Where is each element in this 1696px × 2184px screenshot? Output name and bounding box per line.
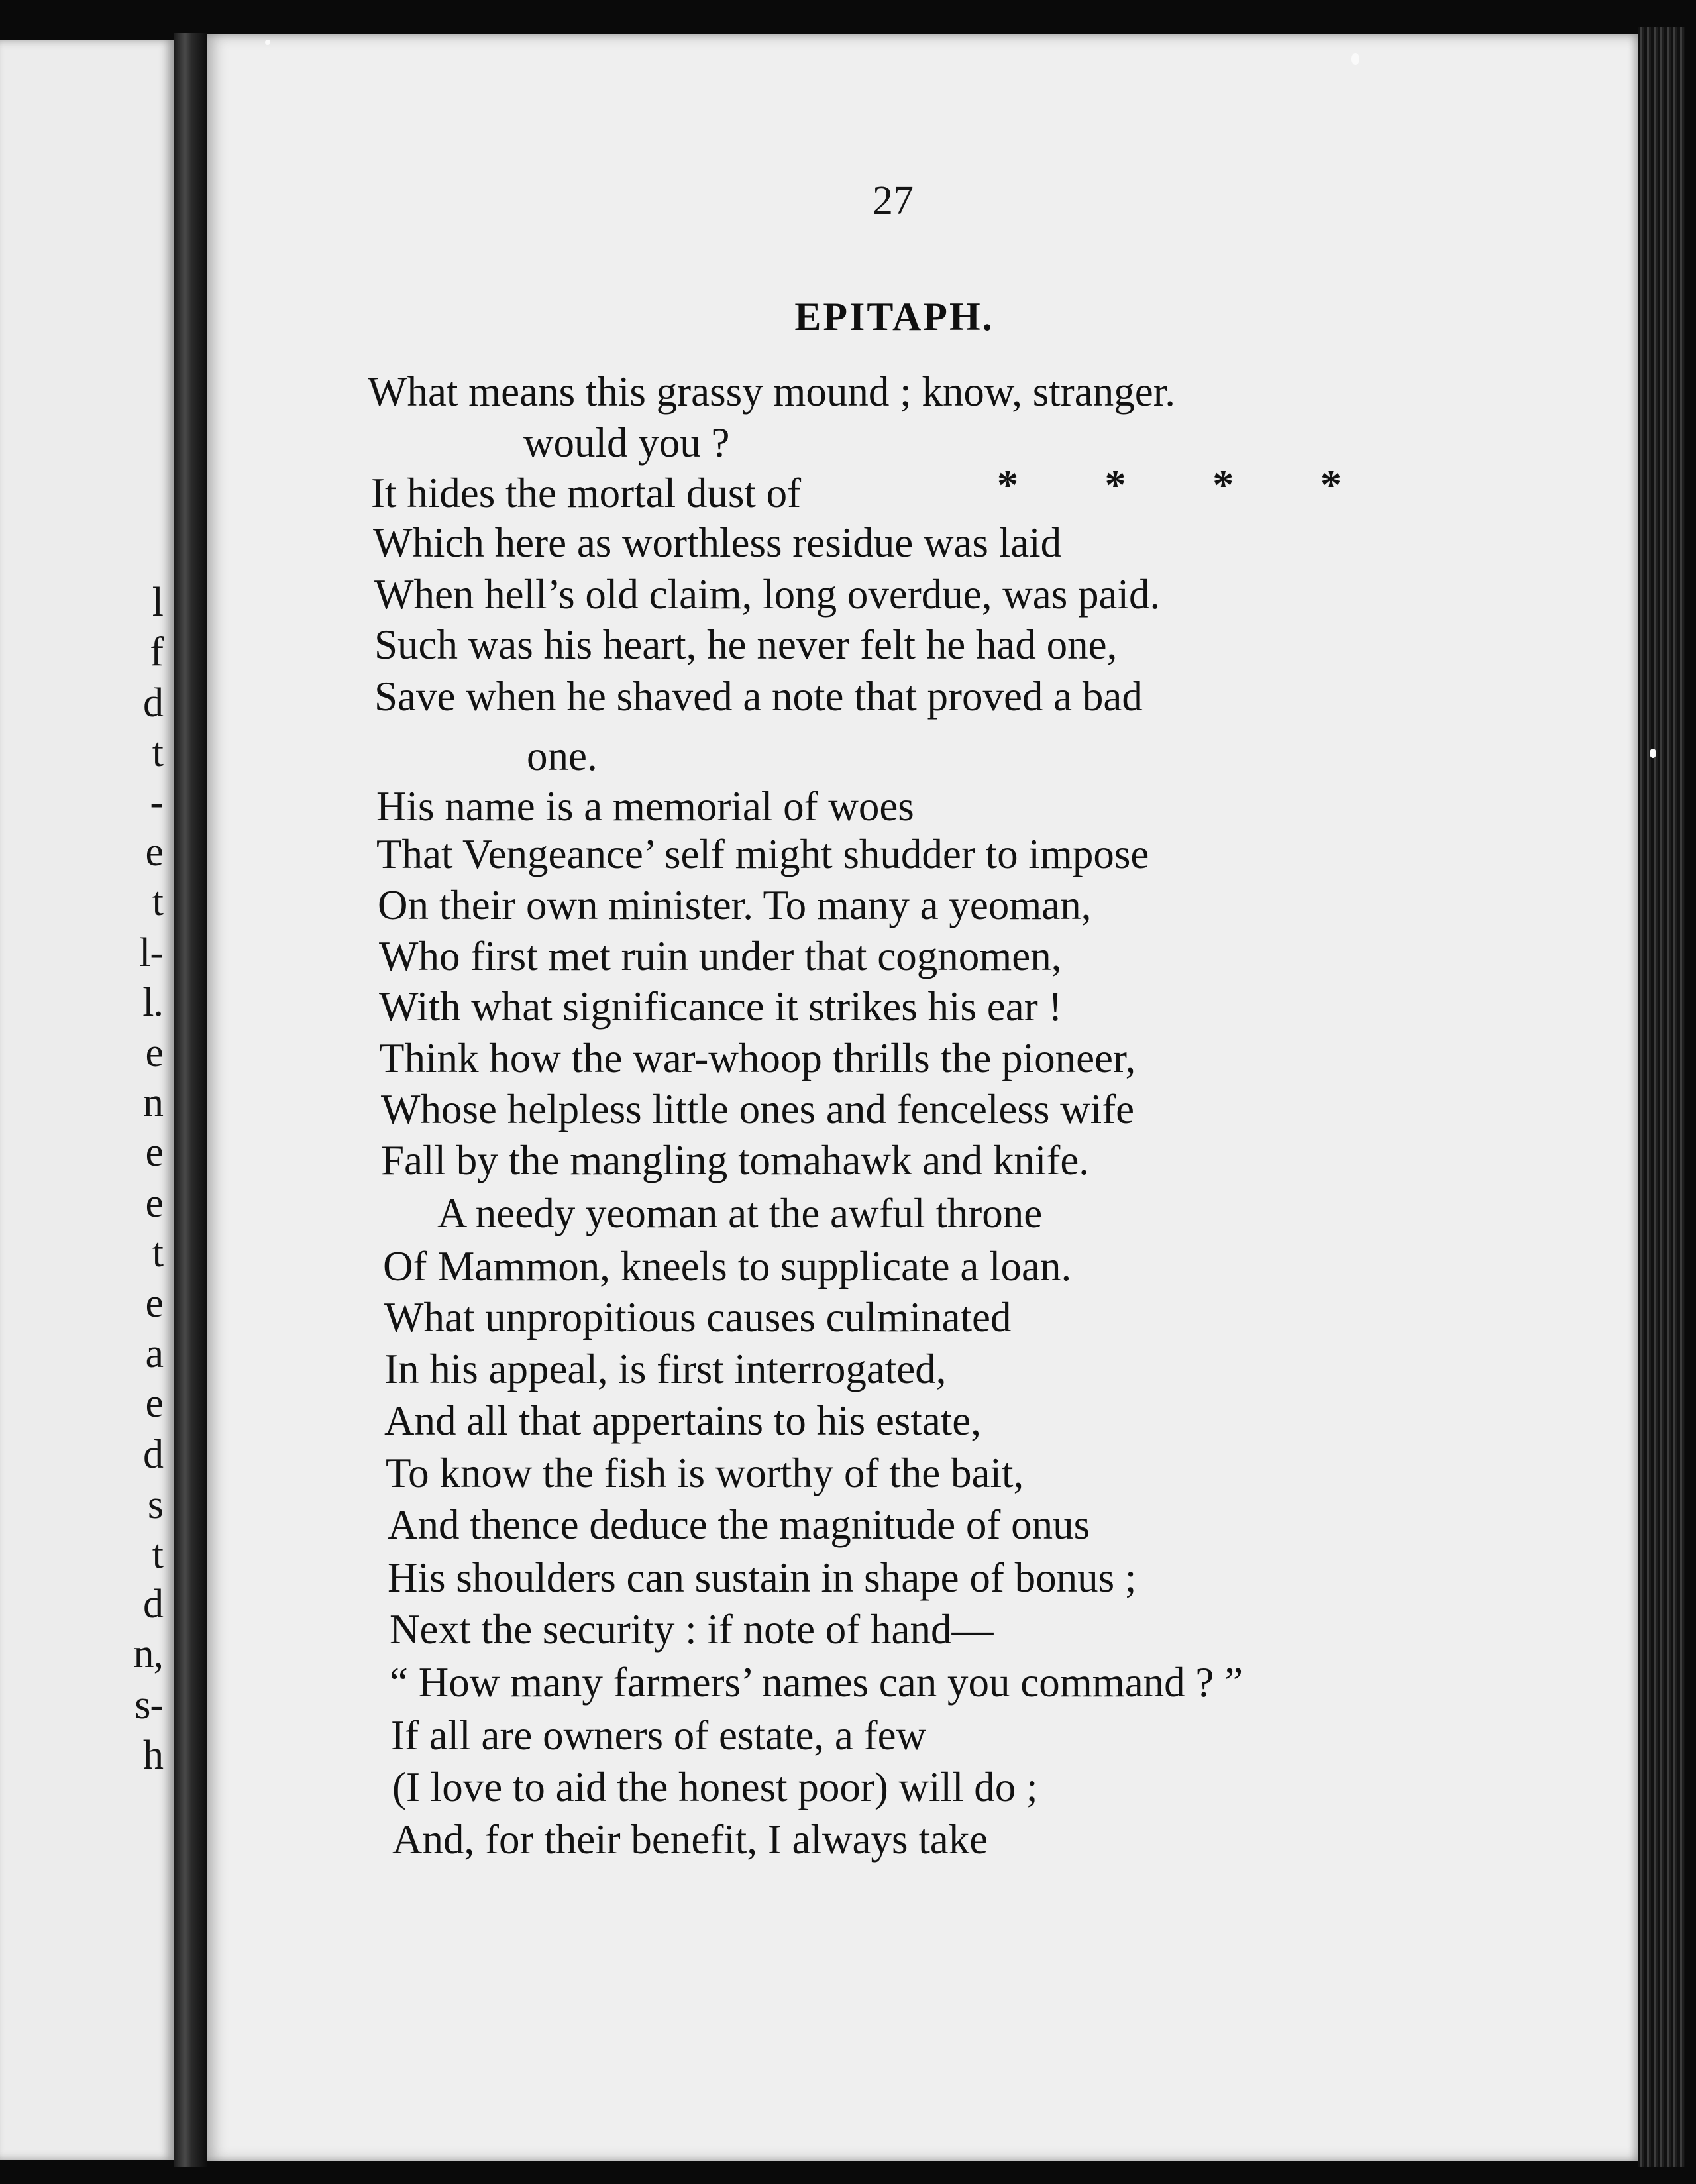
left-page-fragment: l	[152, 580, 163, 625]
left-page-fragment: h	[143, 1733, 163, 1778]
left-page-fragment: a	[145, 1331, 163, 1376]
poem-line: To know the fish is worthy of the bait,	[386, 1450, 1024, 1496]
poem-line: And all that appertains to his estate,	[384, 1397, 982, 1444]
left-page-fragment: d	[143, 1432, 163, 1477]
poem-line: (I love to aid the honest poor) will do ;	[392, 1764, 1038, 1810]
poem-line: And, for their benefit, I always take	[392, 1816, 988, 1863]
left-page-fragment: n,	[133, 1631, 163, 1676]
previous-page-edge	[0, 40, 174, 2160]
asterisk: *	[1104, 461, 1126, 508]
asterisk: *	[1320, 461, 1342, 508]
poem-line: Fall by the mangling tomahawk and knife.	[381, 1137, 1090, 1183]
poem-line: one.	[527, 733, 598, 779]
poem-line: Of Mammon, kneels to supplicate a loan.	[383, 1243, 1072, 1289]
left-page-fragment: t	[152, 879, 163, 924]
left-page-fragment: s-	[134, 1682, 163, 1727]
left-page-fragment: d	[143, 681, 163, 726]
left-page-fragment: l-	[139, 930, 163, 975]
left-page-fragment: d	[143, 1582, 163, 1627]
left-page-fragment: e	[145, 1030, 163, 1075]
poem-line: His name is a memorial of woes	[376, 783, 914, 830]
left-page-fragment: e	[145, 830, 163, 875]
left-page-fragment: t	[152, 1230, 163, 1276]
scan-speck	[265, 40, 270, 45]
poem-line: In his appeal, is first interrogated,	[384, 1346, 947, 1392]
asterisk: *	[997, 461, 1018, 508]
left-page-fragment: s	[147, 1482, 163, 1527]
left-page-fragment: e	[145, 1281, 163, 1326]
scan-speck	[1352, 53, 1359, 65]
left-page-fragment: l.	[142, 980, 163, 1025]
left-page-fragment: e	[145, 1381, 163, 1426]
poem-line: With what significance it strikes his ear !	[379, 983, 1063, 1030]
asterisk: *	[1212, 461, 1234, 508]
poem-line: “ How many farmers’ names can you command ? ”	[390, 1659, 1244, 1706]
left-page-fragment: -	[150, 780, 163, 825]
poem-line: That Vengeance’ self might shudder to impose	[376, 831, 1149, 877]
scan-speck	[1650, 749, 1656, 758]
page-stack-edges	[1638, 27, 1685, 2167]
poem-line: Save when he shaved a note that proved a bad	[374, 673, 1143, 720]
poem-line: What unpropitious causes culminated	[384, 1294, 1012, 1340]
poem-line: On their own minister. To many a yeoman,	[378, 882, 1092, 928]
left-page-fragment: t	[152, 1532, 163, 1577]
poem-line: His shoulders can sustain in shape of bonus ;	[388, 1555, 1137, 1601]
left-page-fragment: n	[143, 1080, 163, 1125]
censored-name-asterisks	[997, 461, 1342, 508]
left-page-fragment: t	[152, 730, 163, 775]
poem-title: EPITAPH.	[794, 295, 994, 339]
poem-line: Who first met ruin under that cognomen,	[379, 933, 1062, 979]
poem-line: Whose helpless little ones and fenceless wife	[381, 1086, 1135, 1132]
poem-line: Think how the war-whoop thrills the pioneer,	[379, 1035, 1136, 1081]
poem-line: Which here as worthless residue was laid	[373, 519, 1062, 566]
book-spine-gutter	[174, 33, 207, 2167]
left-page-fragment: e	[145, 1181, 163, 1226]
poem-line: When hell’s old claim, long overdue, was paid.	[374, 571, 1161, 618]
poem-line: What means this grassy mound ; know, stranger.	[368, 368, 1175, 415]
poem-line: Such was his heart, he never felt he had one,	[374, 622, 1118, 668]
page-number: 27	[873, 178, 914, 223]
left-page-fragment: f	[150, 629, 163, 675]
poem-line: And thence deduce the magnitude of onus	[388, 1502, 1090, 1548]
poem-line: Next the security : if note of hand—	[390, 1606, 994, 1653]
poem-line: A needy yeoman at the awful throne	[437, 1190, 1043, 1236]
poem-line: would you ?	[523, 419, 730, 466]
poem-line: If all are owners of estate, a few	[391, 1712, 927, 1759]
left-page-fragment: e	[145, 1130, 163, 1175]
poem-line: It hides the mortal dust of	[371, 470, 802, 516]
